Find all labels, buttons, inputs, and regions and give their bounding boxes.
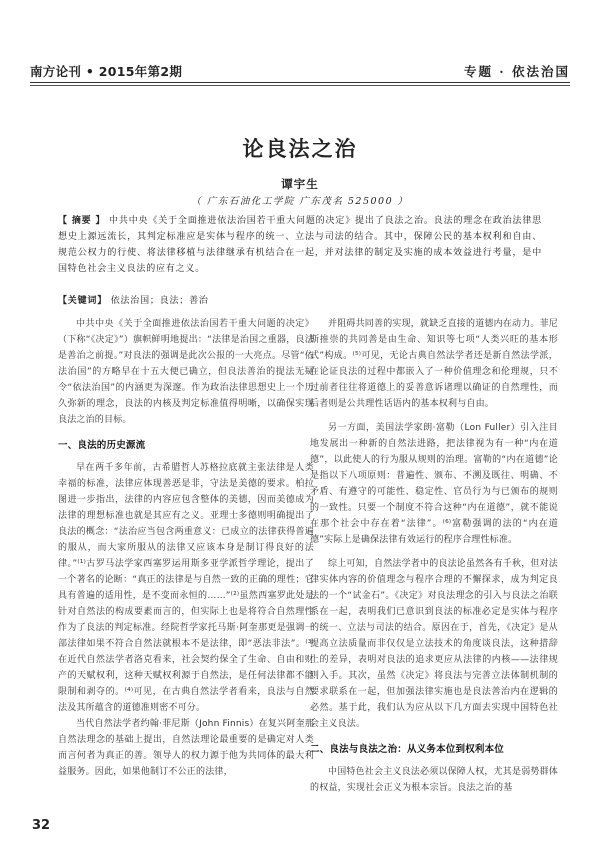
paragraph: 中国特色社会主义良法必须以保障人权，尤其是弱势群体的权益，实现社会正义为根本宗旨。良法之治的基 (310, 767, 559, 793)
section-heading: 二、良法与良法之治：从义务本位到权利本位 (310, 744, 505, 755)
abstract-label: 【 摘要 】 (58, 216, 106, 226)
journal-name: 南方论刊 • 2015年第2期 (30, 64, 183, 79)
paragraph: 并阻碍共同善的实现，就缺乏直接的道德内在动力。菲尼斯推崇的共同善是由生命、知识等七项“人类兴旺的基本形式”构成。⁽⁵⁾可见，无论古典自然法学者还是新自然法学派，在论证良法的过程中都嵌入了一种价值理念和伦理规，只不过前者往往将道德上的妥善意诉诸理以确证的自然理性，而后者则是公共理性话语内的基本权利与自由。 (310, 319, 559, 409)
header-rule-thin (30, 85, 570, 86)
running-header (30, 62, 570, 80)
section-heading: 一、良法的历史源流 (58, 440, 146, 451)
header-rule-thick (30, 82, 570, 83)
right-column (310, 316, 558, 796)
left-column (58, 316, 314, 780)
abstract-text: 中共中央《关于全面推进依法治国若干重大问题的决定》提出了良法之治。良法的理念在政治法律思想史上源远流长，其判定标准应是实体与程序的统一、立法与司法的结合。其中，保障公民的基本权利和自由、规范公权力的行使、将法律移植与法律继承有机结合在一起，并对法律的制定及实施的成本效益进行考量，是中国特色社会主义良法的应有之义。 (58, 216, 542, 274)
section-name: 专题 · 依法治国 (463, 64, 570, 79)
article-title: 论良法之治 (242, 137, 358, 161)
paragraph: 当代自然法学者约翰·菲尼斯（John Finnis）在复兴阿奎那自然法理念的基础上提出，自然法理论最重要的是确定对人类而言何者为真正的善。领导人的权力源于他为共同体的最大利益服务。因此，如果他制订不公正的法律， (58, 719, 314, 777)
keywords (58, 293, 542, 306)
keywords-text: 依法治国；良法；善治 (110, 296, 209, 306)
keywords-label: 【关键词】 (58, 296, 108, 306)
paragraph: 另一方面，美国法学家朗·富勒（Lon Fuller）引入注目地发展出一种新的自然法进路，把法律视为有一种“内在道德”，以此使人的行为服从规则的治理。富勒的“内在道德”论是指以下八项原则：普遍性、颁布、不溯及既往、明确、不矛盾、有遵守的可能性、稳定性、官员行为与已颁布的规则的一致性。只要一个制度不符合这种“内在道德”，就不能说在那个社会中存在着“法律”。⁽⁶⁾富勒强调的法的“内在道德”实际上是确保法律有效运行的程序合理性标准。 (310, 423, 558, 545)
author-affiliation: （ 广东石油化工学院 广东茂名 525000 ） (191, 196, 409, 207)
paragraph: 早在两千多年前，古希腊哲人苏格拉底就主张法律是人类幸福的标准，法律应体现善恶是非，守法是美德的要求。柏拉图进一步指出，法律的内容应包含整体的美德，因而美德成为法律的理想标准也就是其应有之义。亚理士多德则明确提出了良法的概念：“法治应当包含两重意义：已成立的法律获得普遍的服从，而大家所服从的法律又应该本身是制订得良好的法律。”⁽¹⁾古罗马法学家西塞罗运用斯多亚学派哲学理论，提出了一个著名的论断：“真正的法律是与自然一致的正确的理性；它具有普遍的适用性，是不变而永恒的……”⁽²⁾虽然西塞罗此处是针对自然法的构成要素而言的，但实际上也是将符合自然理性作为了良法的判定标准。经院哲学家托马斯·阿奎那更是强调一部法律如果不符合自然法就根本不是法律，即“恶法非法”。⁽³⁾在近代自然法学者洛克看来，社会契约保全了生命、自由和财产的天赋权利，这种天赋权利源于自然法，是任何法律都不能限制和剥夺的。⁽⁴⁾可见，在古典自然法学者看来，良法与自然法及其所蕴含的道德准则密不可分。 (58, 463, 314, 713)
paragraph: 综上可知，自然法学者中的良法论虽然各有千秋，但对法律实体内容的价值理念与程序合理的不懈探求，成为判定良法的一个“试金石”。《决定》对良法理念的引入与良法之治联系在一起，表明我们已意识到良法的标准必定是实体与程序的统一、立法与司法的结合。原因在于，首先，《决定》是从提高立法质量而非仅仅是立法技术的角度谈良法，这种措辞上的差异，表明对良法的追求更应从法律的内核——法律规则入手。其次，虽然《决定》将良法与完善立法体制机制的要求联系在一起，但加强法律实施也是良法善治内在逻辑的必然。基于此，我们认为应从以下几方面去实现中国特色社会主义良法。 (310, 559, 559, 729)
author-name: 谭宇生 (281, 177, 319, 191)
abstract (58, 213, 542, 277)
paragraph: 中共中央《关于全面推进依法治国若干重大问题的决定》（下称“《决定》”）旗帜鲜明地提出：“法律是治国之重器，良法是善治之前提。”对良法的强调是此次公报的一大亮点。尽管“依法治国”的方略早在十五大便已确立，但良法善治的提法无疑令“依法治国”的内涵更为深邃。作为政治法律思想史上一个历久弥新的理念，良法的内核及判定标准值得明晰，以确保实现良法之治的目标。 (58, 319, 314, 425)
page-number: 32 (32, 818, 51, 833)
